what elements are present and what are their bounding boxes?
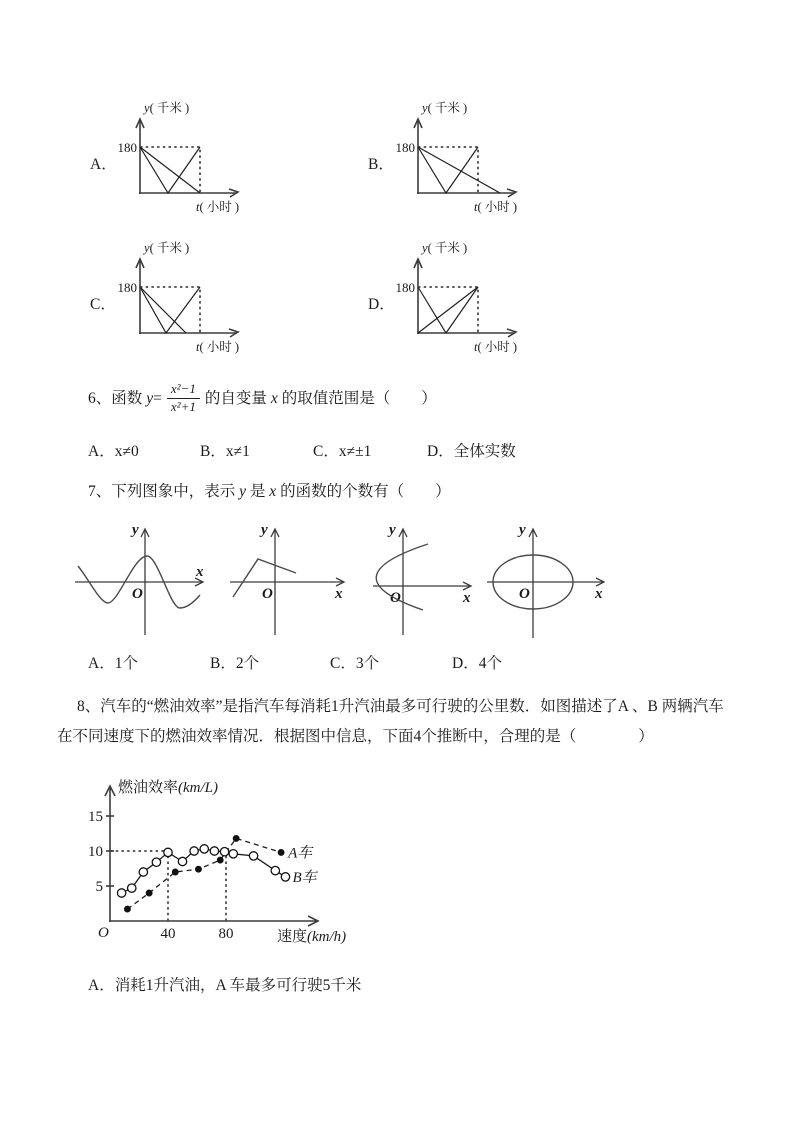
question-8-line2: 在不同速度下的燃油效率情况．根据图中信息，下面4个推断中，合理的是（ ）	[57, 728, 654, 745]
data-point	[271, 866, 279, 874]
y-tick-180: 180	[117, 280, 137, 295]
q7-lead: 7、下列图象中，表示	[88, 483, 236, 500]
q6-tail-1: 的自变量	[204, 389, 267, 407]
q7-y-var: y	[239, 483, 247, 500]
graph-option-label-d: D．	[368, 296, 395, 313]
q7-option-c: C．3个	[330, 655, 380, 672]
series-label-A车: A车	[288, 845, 313, 862]
origin-label: O	[390, 590, 401, 606]
q6-option-c: C．x≠±1	[313, 443, 372, 460]
data-point	[200, 845, 208, 853]
q7-option-b: B．2个	[210, 655, 260, 672]
chart-plot-area	[88, 809, 319, 942]
q6-fraction	[167, 382, 200, 415]
question-7-stem	[88, 482, 451, 501]
graph-option-label-b: B．	[368, 156, 394, 173]
data-point	[117, 889, 125, 897]
question-6-stem	[88, 382, 437, 415]
q7-option-d: D．4个	[452, 655, 502, 672]
x-axis-label: t( 小时 )	[474, 340, 518, 354]
x-axis-label: t( 小时 )	[474, 200, 518, 214]
series-label-B车: B车	[292, 869, 317, 886]
y-tick-label: 10	[88, 844, 103, 860]
data-point	[278, 850, 284, 856]
x-axis-label: x	[595, 586, 603, 602]
dashed-guide	[140, 287, 200, 333]
y-axis-label: y( 千米 )	[422, 101, 468, 115]
q6-option-b: B．x≠1	[200, 443, 250, 460]
x-axis-label: 速度(km/h)	[277, 929, 347, 945]
y-tick-180: 180	[395, 140, 415, 155]
x-axis-label: t( 小时 )	[196, 340, 240, 354]
q7-option-a: A．1个	[88, 655, 138, 672]
parabola-curve	[376, 544, 428, 610]
graph-line-v	[140, 287, 200, 333]
y-axis-label: y	[389, 522, 396, 538]
data-point	[233, 836, 239, 842]
x-axis-label: x	[463, 590, 471, 606]
data-point	[152, 858, 160, 866]
x-axis-label: x	[196, 564, 204, 580]
y-axis-label: y( 千米 )	[144, 101, 190, 115]
q7-graph-4-ellipse	[485, 520, 615, 640]
data-point	[146, 890, 152, 896]
data-point	[217, 857, 223, 863]
graph-line-straight	[140, 287, 186, 333]
y-tick-180: 180	[395, 280, 415, 295]
distance-time-graph-a	[108, 98, 268, 218]
y-axis-label: y	[261, 522, 268, 538]
x-tick-label: 80	[218, 926, 234, 942]
data-point	[139, 868, 147, 876]
dashed-guide	[418, 147, 478, 193]
y-tick-label: 5	[95, 879, 103, 895]
q6-frac-numerator: x²−1	[167, 382, 200, 399]
data-point	[125, 906, 131, 912]
graph-line-v	[418, 147, 478, 193]
data-point	[210, 847, 218, 855]
graph-line-straight	[140, 147, 200, 193]
q7-graph-1-sine	[70, 520, 210, 640]
q6-option-a: A．x≠0	[88, 443, 139, 460]
data-point	[196, 866, 202, 872]
y-axis-label: y( 千米 )	[422, 241, 468, 255]
data-point	[281, 873, 289, 881]
q6-option-d: D．全体实数	[427, 443, 516, 460]
question-8-line1: 8、汽车的“燃油效率”是指汽车每消耗1升汽油最多可行驶的公里数．如图描述了A 、B 两辆汽车	[77, 698, 724, 715]
data-point	[249, 852, 257, 860]
graph-line-straight	[418, 147, 500, 193]
q6-tail-2: 的取值范围是（ ）	[281, 389, 437, 407]
q6-frac-denominator: x²+1	[170, 398, 196, 414]
q7-tail: 的函数的个数有（ ）	[280, 483, 451, 500]
q7-mid: 是	[249, 483, 266, 500]
q7-graph-3-parabola	[370, 520, 480, 640]
data-point	[164, 848, 172, 856]
graph-option-label-a: A．	[90, 156, 117, 173]
data-point	[178, 857, 186, 865]
x-axis-label: x	[335, 586, 343, 602]
data-point	[128, 884, 136, 892]
distance-time-graph-d	[386, 238, 546, 358]
graph-option-label-c: C．	[90, 296, 116, 313]
q7-graph-2-broken-line	[225, 520, 350, 640]
y-axis-label: y( 千米 )	[144, 241, 190, 255]
q6-lead: 6、函数	[88, 389, 143, 407]
q6-equals: =	[153, 389, 162, 407]
y-tick-label: 15	[88, 809, 103, 825]
data-point	[190, 847, 198, 855]
y-axis-label: y	[132, 522, 139, 538]
distance-time-graph-c	[108, 238, 268, 358]
fuel-efficiency-chart	[60, 768, 390, 963]
y-tick-180: 180	[117, 140, 137, 155]
x-tick-label: 40	[160, 926, 176, 942]
data-point	[229, 850, 237, 858]
x-axis-label: t( 小时 )	[196, 200, 240, 214]
q7-x-var: x	[269, 483, 277, 500]
origin-label: O	[519, 586, 530, 602]
data-point	[220, 848, 228, 856]
q8-option-a: A．消耗1升汽油，A 车最多可行驶5千米	[88, 977, 362, 994]
y-axis-label: y	[519, 522, 526, 538]
data-point	[172, 869, 178, 875]
q6-y-var: y	[146, 389, 154, 407]
origin-label: O	[262, 586, 273, 602]
q6-x-var: x	[270, 389, 278, 407]
graph-line-rising	[418, 287, 478, 333]
origin-label: O	[132, 586, 143, 602]
origin-label: O	[98, 925, 109, 941]
y-axis-label: 燃油效率(km/L)	[118, 780, 219, 796]
distance-time-graph-b	[386, 98, 546, 218]
